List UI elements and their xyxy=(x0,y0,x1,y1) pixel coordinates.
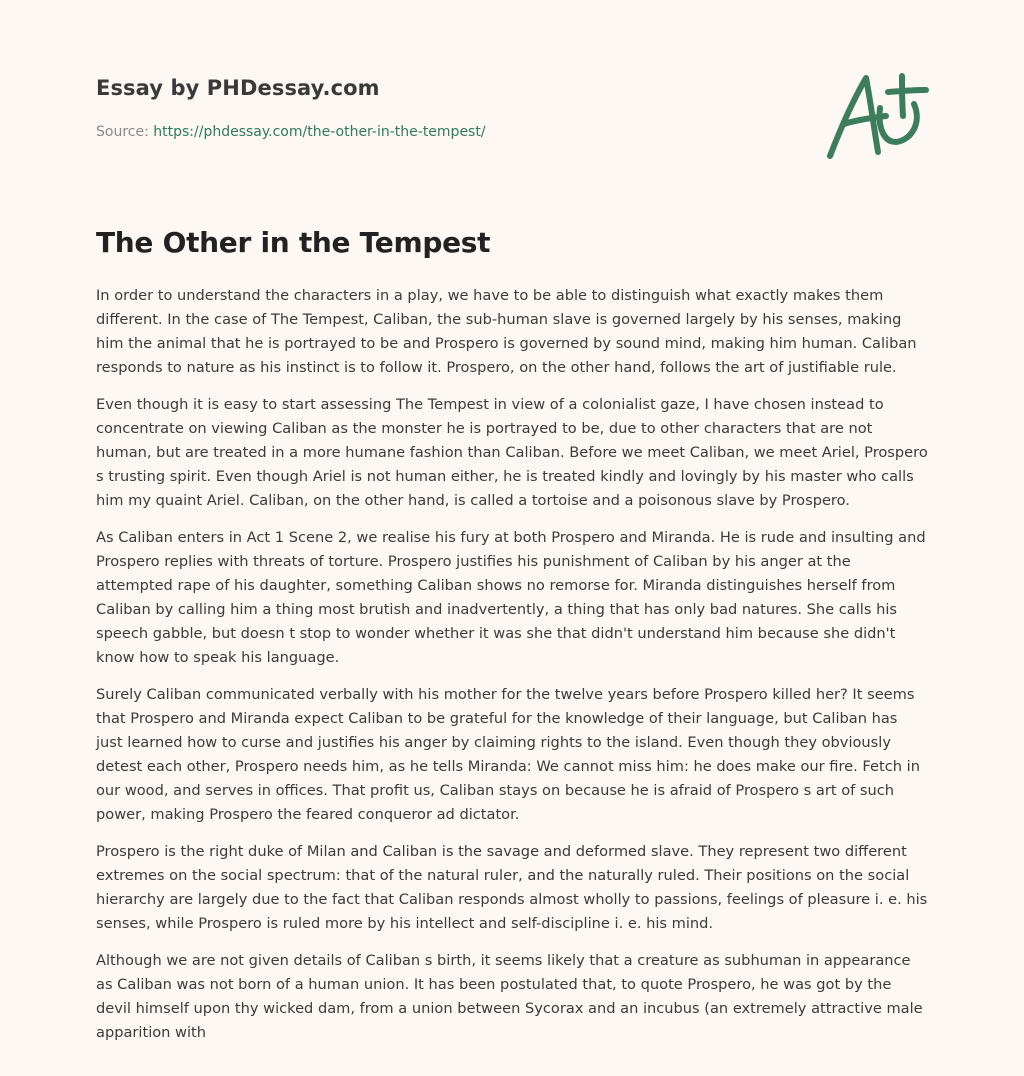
essay-paragraph: Prospero is the right duke of Milan and Caliban is the savage and deformed slave. They represent two different extremes on the social spectrum: that of the natural ruler, and the naturally ruled. Their positions on the social hierarchy are largely due to the fact that Caliban responds almost wholly to passions, feelings of pleasure i. e. his senses, while Prospero is ruled more by his intellect and self-discipline i. e. his mind. xyxy=(96,843,928,932)
source-label: Source: xyxy=(96,124,149,140)
essay-paragraph: As Caliban enters in Act 1 Scene 2, we realise his fury at both Prospero and Miranda. He is rude and insulting and Prospero replies with threats of torture. Prospero justifies his punishment of Caliban by his anger at the attempted rape of his daughter, something Caliban shows no remorse for. Miranda distinguishes herself from Caliban by calling him a thing most brutish and inadvertently, a thing that has only bad natures. She calls his speech gabble, but doesn t stop to wonder whether it was she that didn't understand him because she didn't know how to speak his language. xyxy=(96,529,926,666)
essay-body xyxy=(96,284,928,1058)
essay-paragraph: Although we are not given details of Caliban s birth, it seems likely that a creature as subhuman in appearance as Caliban was not born of a human union. It has been postulated that, to quote Prospero, he was got by the devil himself upon thy wicked dam, from a union between Sycorax and an incubus (an extremely attractive male apparition with xyxy=(96,952,923,1041)
essay-paragraph: Surely Caliban communicated verbally with his mother for the twelve years before Prospero killed her? It seems that Prospero and Miranda expect Caliban to be grateful for the knowledge of their language, but Caliban has just learned how to curse and justifies his anger by claiming rights to the island. Even though they obviously detest each other, Prospero needs him, as he tells Miranda: We cannot miss him: he does make our fire. Fetch in our wood, and serves in offices. That profit us, Caliban stays on because he is afraid of Prospero s art of such power, making Prospero the feared conqueror ad dictator. xyxy=(96,686,920,823)
source-link[interactable]: https://phdessay.com/the-other-in-the-tempest/ xyxy=(153,124,486,140)
site-brand: Essay by PHDessay.com xyxy=(96,76,380,100)
essay-paragraph: In order to understand the characters in a play, we have to be able to distinguish what exactly makes them different. In the case of The Tempest, Caliban, the sub-human slave is governed largely by his senses, making him the animal that he is portrayed to be and Prospero is governed by sound mind, making him human. Caliban responds to nature as his instinct is to follow it. Prospero, on the other hand, follows the art of justifiable rule. xyxy=(96,287,917,376)
essay-title: The Other in the Tempest xyxy=(96,226,491,259)
site-header xyxy=(96,76,926,140)
a-plus-logo-icon xyxy=(822,68,932,164)
source-line xyxy=(96,124,486,140)
essay-paragraph: Even though it is easy to start assessing The Tempest in view of a colonialist gaze, I have chosen instead to concentrate on viewing Caliban as the monster he is portrayed to be, due to other characters that are not human, but are treated in a more humane fashion than Caliban. Before we meet Caliban, we meet Ariel, Prospero s trusting spirit. Even though Ariel is not human either, he is treated kindly and lovingly by his master who calls him my quaint Ariel. Caliban, on the other hand, is called a tortoise and a poisonous slave by Prospero. xyxy=(96,396,928,509)
